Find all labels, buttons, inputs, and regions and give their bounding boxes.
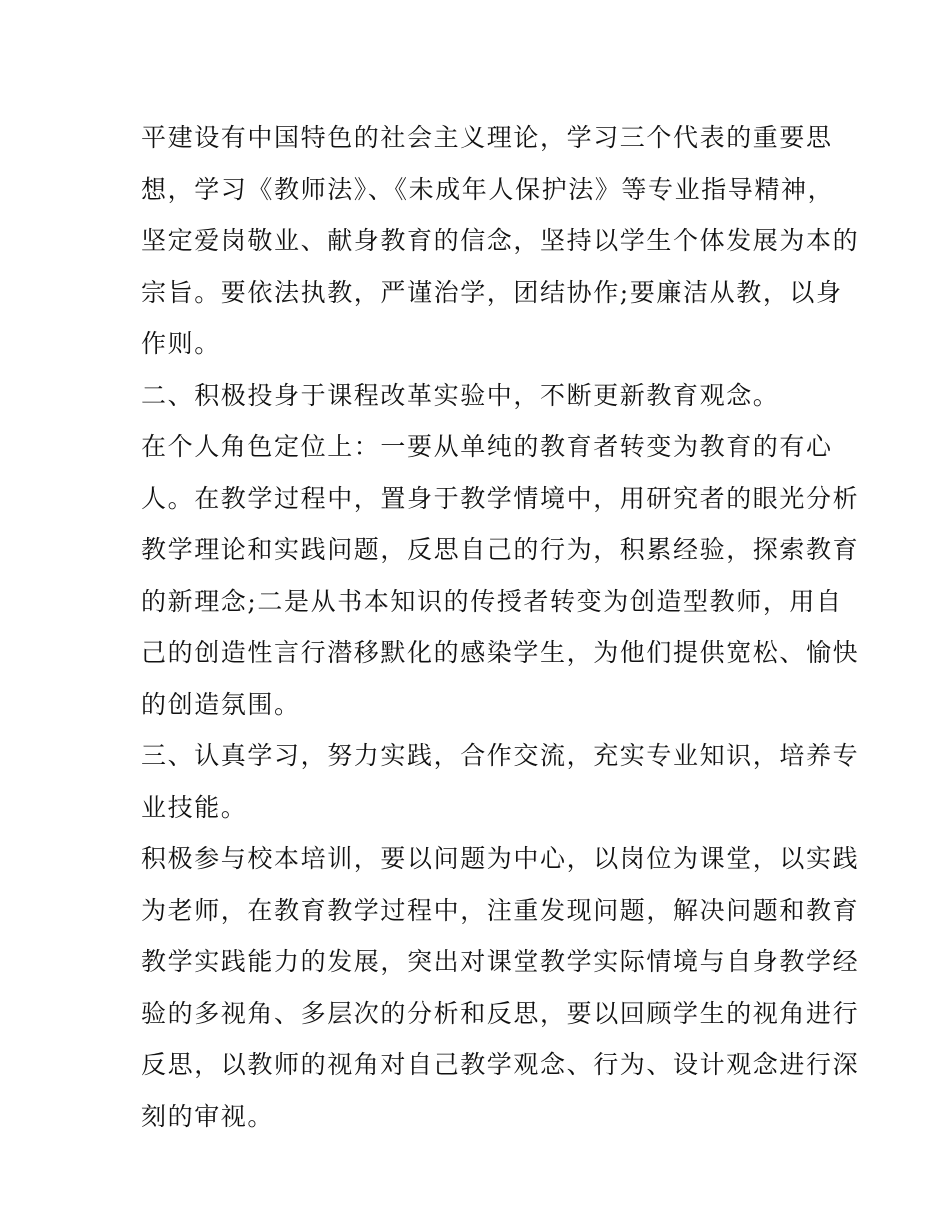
text-line: 为老师，在教育教学过程中，注重发现问题，解决问题和教育 [141,895,860,925]
text-line: 人。在教学过程中，置身于教学情境中，用研究者的眼光分析 [141,483,860,513]
section-heading-2: 二、积极投身于课程改革实验中，不断更新教育观念。 [141,380,780,410]
text-line: 反思，以教师的视角对自己教学观念、行为、设计观念进行深 [141,1050,860,1079]
text-line: 的创造氛围。 [141,689,301,719]
text-line: 教学理论和实践问题，反思自己的行为，积累经验，探索教育 [141,535,860,564]
text-line: 刻的审视。 [141,1101,275,1131]
text-line: 坚定爱岗敬业、献身教育的信念，坚持以学生个体发展为本的 [141,226,860,255]
text-line: 作则。 [141,329,221,358]
text-line: 教学实践能力的发展，突出对课堂教学实际情境与自身教学经 [141,947,860,976]
text-line: 业技能。 [141,792,248,822]
text-line: 积极参与校本培训，要以问题为中心，以岗位为课堂，以实践 [141,844,860,873]
text-line: 宗旨。要依法执教，严谨治学，团结协作;要廉洁从教，以身 [141,277,843,307]
text-line: 己的创造性言行潜移默化的感染学生，为他们提供宽松、愉快 [141,638,860,667]
text-line: 在个人角色定位上：一要从单纯的教育者转变为教育的有心 [141,432,833,461]
text-line: 验的多视角、多层次的分析和反思，要以回顾学生的视角进行 [141,998,860,1028]
body-text [141,112,860,1142]
text-line: 想，学习《教师法》、《未成年人保护法》等专业指导精神， [141,174,835,204]
section-heading-3: 三、认真学习，努力实践，合作交流，充实专业知识，培养专 [141,741,860,770]
text-line: 的新理念;二是从书本知识的传授者转变为创造型教师，用自 [141,586,843,616]
text-line: 平建设有中国特色的社会主义理论，学习三个代表的重要思 [141,123,833,152]
